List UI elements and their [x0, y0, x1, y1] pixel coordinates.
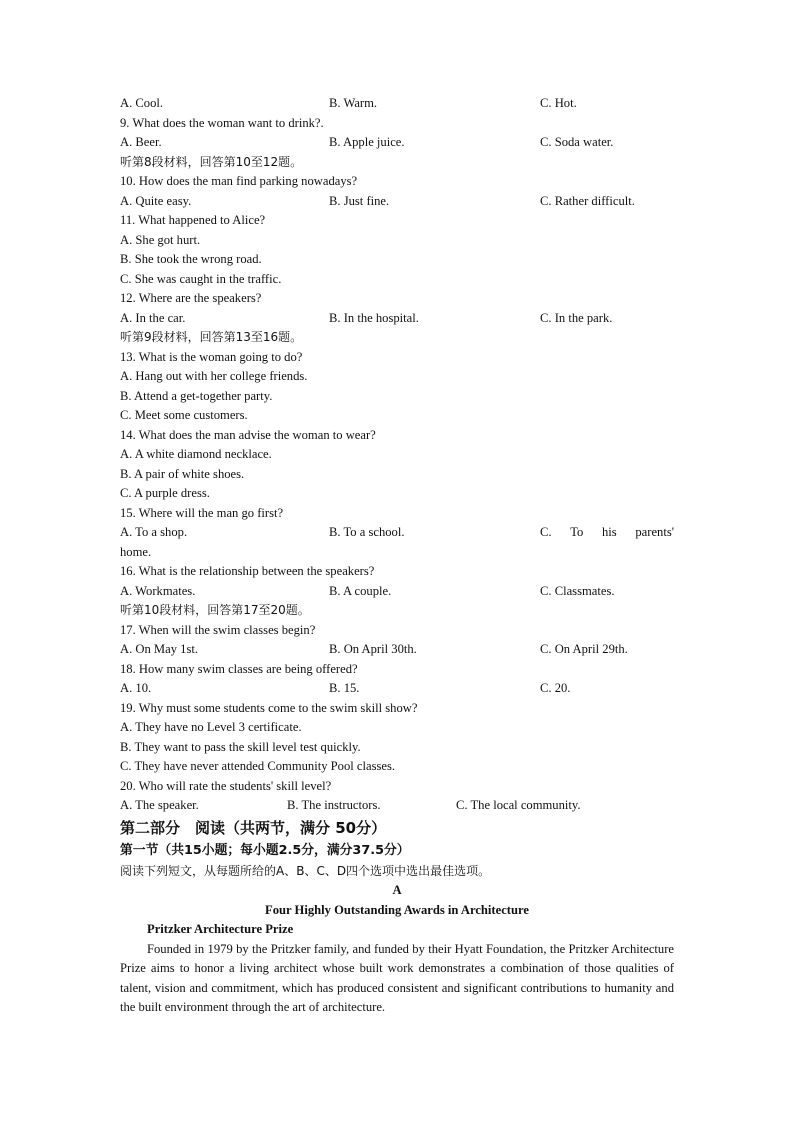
exam-content [120, 94, 674, 1018]
option-a: A. Workmates. [120, 583, 196, 598]
option-c-word: To [570, 525, 584, 539]
reading-instruction: 阅读下列短文，从每题所给的A、B、C、D四个选项中选出最佳选项。 [120, 863, 491, 878]
option-c [540, 523, 674, 543]
q12-options [120, 309, 674, 329]
option-c: C. They have never attended Community Pool classes. [120, 759, 396, 773]
option-a: A. In the car. [120, 310, 186, 325]
question-stem: 14. What does the man advise the woman to wear? [120, 427, 376, 442]
passage-paragraph: Founded in 1979 by the Pritzker family, and funded by their Hyatt Foundation, the Pritzker Architecture Prize aims to honor a living architect whose built work demonstrates a combination of those qualities of talent, vision and commitment, which has produced consistent and significant contributions to humanity and the built environment through the art of architecture. [120, 941, 674, 1014]
option-b: B. A couple. [329, 583, 392, 598]
section-instruction: 听第9段材料，回答第13至16题。 [120, 330, 303, 344]
option-b: B. Warm. [329, 96, 378, 110]
option-b: B. 15. [329, 681, 360, 695]
option-a: A. Quite easy. [120, 193, 192, 208]
option-c-word: parents' [635, 525, 674, 539]
option-c: C. Classmates. [540, 583, 615, 598]
question-stem: 19. Why must some students come to the swim skill show? [120, 700, 418, 715]
option-a: A. To a shop. [120, 525, 188, 539]
option-c: C. Soda water. [540, 135, 614, 149]
q10-options [120, 192, 674, 212]
option-b: B. On April 30th. [329, 642, 417, 656]
question-stem: 9. What does the woman want to drink?. [120, 115, 324, 130]
option-b: B. They want to pass the skill level test quickly. [120, 739, 361, 754]
option-b: B. In the hospital. [329, 310, 419, 325]
option-b: B. Just fine. [329, 193, 390, 208]
q20-options [120, 796, 674, 816]
q9-options [120, 133, 674, 153]
option-b: B. To a school. [329, 525, 405, 539]
question-stem: 16. What is the relationship between the speakers? [120, 564, 375, 578]
question-stem: 13. What is the woman going to do? [120, 349, 303, 364]
passage-subtitle: Pritzker Architecture Prize [147, 922, 294, 936]
question-stem: 18. How many swim classes are being offered? [120, 661, 358, 676]
option-a: A. The speaker. [120, 798, 199, 812]
option-c: C. A purple dress. [120, 486, 210, 500]
section-instruction: 听第8段材料，回答第10至12题。 [120, 154, 303, 169]
option-c-word: C. [540, 525, 552, 539]
option-b: B. Apple juice. [329, 135, 405, 149]
option-a: A. On May 1st. [120, 642, 199, 656]
option-c: C. 20. [540, 681, 571, 695]
option-b: B. A pair of white shoes. [120, 466, 245, 481]
q15-options [120, 523, 674, 543]
option-c: C. She was caught in the traffic. [120, 271, 282, 286]
option-c-word: his [602, 525, 617, 539]
question-stem: 15. Where will the man go first? [120, 505, 284, 520]
option-c: C. Rather difficult. [540, 193, 635, 208]
option-a: A. Beer. [120, 135, 162, 149]
option-b: B. The instructors. [287, 798, 381, 812]
option-c-continued: home. [120, 544, 152, 559]
section-heading: 第一节（共15小题；每小题2.5分，满分37.5分） [120, 842, 410, 858]
section-instruction: 听第10段材料，回答第17至20题。 [120, 603, 310, 617]
option-c: C. On April 29th. [540, 642, 628, 656]
option-a: A. They have no Level 3 certificate. [120, 720, 302, 734]
question-stem: 10. How does the man find parking nowadays? [120, 174, 358, 188]
question-stem: 12. Where are the speakers? [120, 291, 262, 305]
option-a: A. Hang out with her college friends. [120, 369, 308, 383]
q18-options [120, 679, 674, 699]
q8-options [120, 94, 674, 114]
option-a: A. 10. [120, 681, 152, 695]
passage-letter: A [392, 883, 402, 897]
q17-options [120, 640, 674, 660]
question-stem: 11. What happened to Alice? [120, 213, 266, 227]
option-c: C. The local community. [456, 798, 581, 812]
q16-options [120, 582, 674, 602]
part-heading: 第二部分 阅读（共两节，满分 50分） [120, 818, 387, 837]
option-c: C. Hot. [540, 96, 577, 110]
passage-title: Four Highly Outstanding Awards in Architecture [265, 902, 529, 917]
option-c: C. In the park. [540, 310, 613, 325]
option-b: B. Attend a get-together party. [120, 388, 273, 403]
option-c: C. Meet some customers. [120, 408, 248, 422]
option-a: A. She got hurt. [120, 232, 201, 247]
question-stem: 20. Who will rate the students' skill level? [120, 778, 332, 793]
question-stem: 17. When will the swim classes begin? [120, 622, 316, 637]
option-a: A. Cool. [120, 96, 164, 110]
option-b: B. She took the wrong road. [120, 252, 262, 266]
option-a: A. A white diamond necklace. [120, 447, 272, 461]
